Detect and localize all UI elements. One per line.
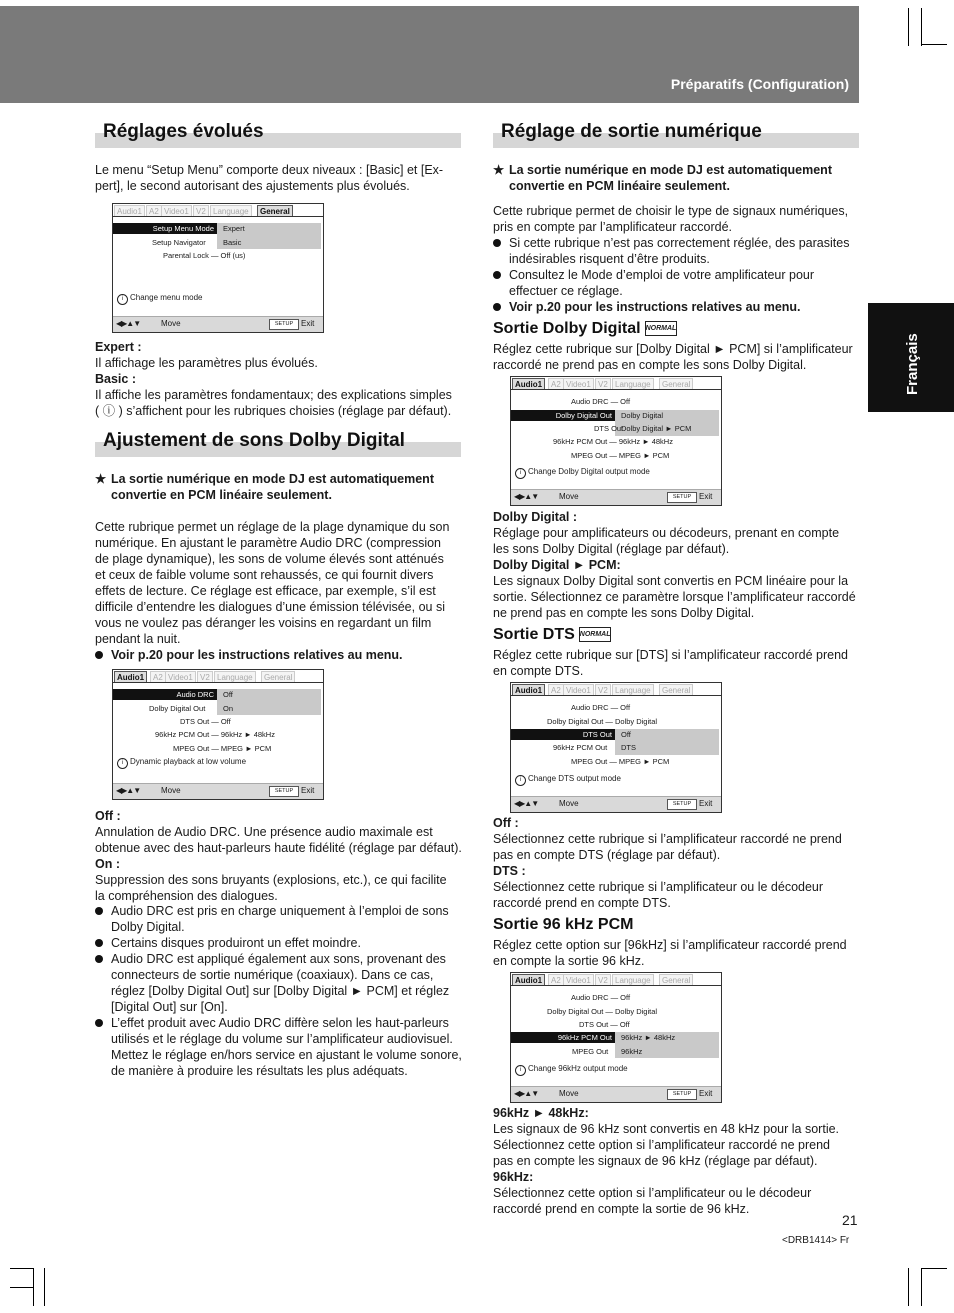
osd-option: Expert	[223, 224, 245, 233]
k96-intro	[493, 937, 859, 969]
text-line: pendant la nuit.	[95, 632, 181, 646]
osd-body	[511, 389, 721, 489]
osd-tab: Audio1	[114, 205, 145, 217]
osd-help	[515, 467, 650, 479]
osd-row: Setup Navigator	[152, 238, 206, 247]
sub-heading-text: Sortie Dolby Digital	[493, 320, 641, 337]
osd-tab: Video1	[563, 974, 594, 986]
osd-exit: Exit	[301, 319, 315, 328]
term-label: On :	[95, 857, 120, 871]
osd-help	[117, 293, 203, 305]
bullet-icon	[493, 303, 501, 311]
info-icon: i	[515, 468, 526, 479]
text-line: Sélectionnez cette option si l’amplificateur ou le décodeur	[493, 1186, 812, 1200]
text-line: Réglez cette option sur [96kHz] si l’amplificateur raccordé prend	[493, 938, 847, 952]
osd-tab: A2	[146, 205, 162, 217]
term-label: DTS :	[493, 864, 526, 878]
text-line: effectuer ce réglage.	[509, 284, 623, 298]
nav-arrows-icon: ◀▶▲▼	[116, 319, 141, 328]
osd-help-text: Change menu mode	[130, 293, 203, 302]
osd-tab: Language	[210, 205, 252, 217]
text-line: Sélectionnez cette rubrique si l’amplificateur ou le décodeur	[493, 880, 824, 894]
header-title: Préparatifs (Configuration)	[670, 76, 849, 92]
osd-tab-active: Audio1	[512, 974, 545, 986]
osd-move: Move	[559, 799, 579, 808]
osd-option: Basic	[223, 238, 242, 247]
osd-row: DTS Out	[594, 424, 624, 433]
osd-footer	[511, 489, 721, 505]
osd-row-selected: Audio DRC	[113, 689, 217, 700]
normal-badge: NORMAL	[579, 627, 611, 642]
text-line: la compréhension des dialogues.	[95, 889, 278, 903]
text-line: Dolby Digital.	[111, 920, 185, 934]
osd-tab-active: Audio1	[114, 671, 147, 683]
osd-setup-key: SETUP	[667, 799, 697, 810]
text-line: convertie en PCM linéaire seulement.	[111, 488, 332, 502]
term-label: 96kHz ► 48kHz:	[493, 1106, 589, 1120]
text-line: convertie en PCM linéaire seulement.	[509, 179, 730, 193]
osd-footer	[511, 1086, 721, 1102]
text-line: indésirables risquent d’être produits.	[509, 252, 710, 266]
text-line: difficile d’entendre les dialogues d’une émission télévisée, ou si	[95, 600, 445, 614]
osd-option: On	[223, 704, 234, 713]
osd-tab: V2	[595, 378, 611, 390]
bullet-icon	[95, 651, 103, 659]
text-line: Suppression des sons bruyants (explosions, etc.), ce qui facilite	[95, 873, 447, 887]
osd-option: Off	[621, 730, 631, 739]
info-icon: i	[117, 294, 128, 305]
text-line: Cette rubrique permet de choisir le type de signaux numériques,	[493, 204, 849, 218]
text-line: pert], le second autorisant des ajustements plus évolués.	[95, 179, 410, 193]
osd-setup-key: SETUP	[667, 1089, 697, 1100]
text-line: Voir p.20 pour les instructions relatives au menu.	[509, 300, 801, 314]
osd-tab: V2	[595, 684, 611, 696]
text-line: Les signaux Dolby Digital sont convertis en PCM linéaire pour la	[493, 574, 849, 588]
osd-tab-active: Audio1	[512, 378, 545, 390]
osd-exit: Exit	[699, 799, 713, 808]
osd-tab: V2	[595, 974, 611, 986]
text-line: ( ⓘ ) s’affichent pour les rubriques choisies (réglage par défaut).	[95, 404, 452, 418]
text-line: utilisés et le réglage du volume sur l’amplificateur audiovisuel.	[111, 1032, 453, 1046]
osd-option: Dolby Digital	[621, 411, 664, 420]
osd-move: Move	[559, 492, 579, 501]
term-label: Dolby Digital ► PCM:	[493, 558, 621, 572]
osd-row: DTS Out — Off	[579, 1020, 630, 1029]
bullet-icon	[95, 1019, 103, 1027]
section-heading	[95, 121, 461, 148]
text-line: Sélectionnez cette rubrique si l’amplificateur raccordé ne prend	[493, 832, 842, 846]
osd-tab-active: Audio1	[512, 684, 545, 696]
text-line: connecteurs de sortie numérique (coaxiaux). Dans ce cas,	[111, 968, 434, 982]
osd-setup-key: SETUP	[667, 492, 697, 503]
text-line: pas en compte les signaux de 96 kHz (réglage par défaut).	[493, 1154, 818, 1168]
text-line: Annulation de Audio DRC. Une présence audio maximale est	[95, 825, 433, 839]
text-line: Sélectionnez cette option si l’amplificateur raccordé ne prend	[493, 1138, 830, 1152]
bullet-item	[493, 267, 859, 299]
osd-tab: General	[261, 671, 295, 683]
osd-help	[117, 757, 246, 769]
osd-tab: A2	[548, 974, 564, 986]
osd-tab: General	[659, 684, 693, 696]
text-line: Réglez cette rubrique sur [Dolby Digital ► PCM] si l’amplificateur	[493, 342, 853, 356]
text-line: La sortie numérique en mode DJ est automatiquement	[111, 472, 434, 486]
nav-arrows-icon: ◀▶▲▼	[514, 492, 539, 501]
osd-row: Dolby Digital Out — Dolby Digital	[547, 717, 658, 726]
dts-definitions	[493, 815, 859, 911]
star-note	[493, 162, 859, 194]
section-heading	[493, 121, 859, 148]
osd-help-text: Change DTS output mode	[528, 774, 621, 783]
osd-row: 96kHz PCM Out — 96kHz ► 48kHz	[155, 730, 275, 739]
osd-row: MPEG Out	[572, 1047, 609, 1056]
osd-row-selected: Dolby Digital Out	[511, 410, 615, 421]
osd-screen-setup-menu	[112, 203, 324, 333]
text-line: pas en compte DTS (réglage par défaut).	[493, 848, 721, 862]
term-label: Basic :	[95, 372, 136, 386]
osd-body	[511, 695, 721, 796]
osd-tabs	[511, 683, 721, 695]
text-line: Consultez le Mode d’emploi de votre amplificateur pour	[509, 268, 815, 282]
bullet-item	[95, 935, 461, 951]
osd-footer	[113, 316, 323, 332]
osd-exit: Exit	[301, 786, 315, 795]
bullet-item	[95, 647, 461, 663]
sub-heading-text: Sortie 96 kHz PCM	[493, 916, 634, 933]
osd-help-text: Change 96kHz output mode	[528, 1064, 628, 1073]
osd-body	[511, 985, 721, 1086]
osd-tab: V2	[197, 671, 213, 683]
sub-heading	[493, 320, 677, 338]
osd-row: Dolby Digital Out	[149, 704, 206, 713]
star-icon: ★	[493, 163, 505, 177]
osd-tab: General	[659, 378, 693, 390]
osd-move: Move	[559, 1089, 579, 1098]
star-icon: ★	[95, 472, 107, 486]
text-line: Les signaux de 96 kHz sont convertis en 48 kHz pour la sortie.	[493, 1122, 840, 1136]
bullet-icon	[493, 271, 501, 279]
text-line: obtenue avec des haut-parleurs haute fidélité (réglage par défaut).	[95, 841, 462, 855]
osd-row: Parental Lock — Off (us)	[163, 251, 246, 260]
text-line: et ceux de faible volume sont rehaussés, ce qui fournit divers	[95, 568, 434, 582]
text-line: ne prend pas en compte les sons Dolby Digital.	[493, 606, 755, 620]
osd-row-selected: DTS Out	[511, 729, 615, 740]
bullet-item	[493, 235, 859, 267]
osd-row: Audio DRC — Off	[571, 397, 631, 406]
section-heading	[95, 430, 461, 457]
text-line: sortie. Sélectionnez ce paramètre lorsque l’amplificateur raccordé	[493, 590, 856, 604]
term-label: Expert :	[95, 340, 142, 354]
bullet-item	[95, 951, 461, 1015]
osd-tabs	[113, 204, 323, 216]
info-icon: i	[117, 758, 128, 769]
s1-intro	[95, 162, 461, 194]
language-tab	[868, 303, 954, 412]
osd-tab: Video1	[563, 684, 594, 696]
osd-option: 96kHz ► 48kHz	[621, 1033, 676, 1042]
osd-row: Dolby Digital Out — Dolby Digital	[547, 1007, 658, 1016]
osd-tab: Video1	[161, 205, 192, 217]
section-heading-text: Ajustement de sons Dolby Digital	[103, 430, 405, 451]
document-code: <DRB1414> Fr	[782, 1235, 850, 1246]
text-line: de plage dynamique), les sons de volume élevés sont atténués	[95, 552, 444, 566]
text-line: Il affichage les paramètres plus évolués.	[95, 356, 318, 370]
text-line: raccordé prend en compte la sortie de 96 kHz.	[493, 1202, 750, 1216]
osd-row: DTS Out — Off	[180, 717, 231, 726]
text-line: Cette rubrique permet un réglage de la plage dynamique du son	[95, 520, 450, 534]
s1-definitions	[95, 339, 461, 419]
k96-definitions	[493, 1105, 859, 1217]
osd-footer	[113, 783, 323, 799]
osd-tab: Video1	[563, 378, 594, 390]
section-heading-text: Réglages évolués	[103, 121, 264, 142]
language-tab-label: Français	[904, 333, 921, 395]
text-line: [Digital Out] sur [On].	[111, 1000, 228, 1014]
osd-screen-dts	[510, 682, 722, 813]
text-line: pris en compte par l’amplificateur raccordé.	[493, 220, 732, 234]
term-label: 96kHz:	[493, 1170, 534, 1184]
text-line: raccordé ne prend pas en compte les sons Dolby Digital.	[493, 358, 807, 372]
bullet-item	[493, 299, 859, 315]
nav-arrows-icon: ◀▶▲▼	[116, 786, 141, 795]
osd-row: MPEG Out — MPEG ► PCM	[173, 744, 272, 753]
osd-option: Off	[223, 690, 233, 699]
osd-row: 96kHz PCM Out	[553, 743, 608, 752]
osd-option: Dolby Digital ► PCM	[621, 424, 692, 433]
text-line: raccordé prend en compte DTS.	[493, 896, 671, 910]
osd-body	[113, 682, 323, 783]
osd-tab: Language	[612, 974, 654, 986]
text-line: Audio DRC est appliqué également aux sons, provenant des	[111, 952, 446, 966]
osd-tabs	[511, 377, 721, 389]
bullet-icon	[95, 907, 103, 915]
osd-setup-key: SETUP	[269, 786, 299, 797]
text-line: Si cette rubrique n’est pas correctement réglée, des parasites	[509, 236, 850, 250]
osd-tab: V2	[193, 205, 209, 217]
osd-help-text: Dynamic playback at low volume	[130, 757, 247, 766]
osd-help-text: Change Dolby Digital output mode	[528, 467, 650, 476]
term-label: Off :	[95, 809, 121, 823]
sub-heading	[493, 916, 633, 934]
term-label: Off :	[493, 816, 519, 830]
term-label: Dolby Digital :	[493, 510, 578, 524]
osd-tab: Language	[612, 378, 654, 390]
text-line: effets de lecture. Ce réglage est efficace, par exemple, s’il est	[95, 584, 436, 598]
text-line: vous ne voulez pas déranger les voisins en regardant un film	[95, 616, 432, 630]
text-line: Audio DRC est pris en charge uniquement à l’emploi de sons	[111, 904, 449, 918]
text-line: Il affiche les paramètres fondamentaux; des explications simples	[95, 388, 452, 402]
text-line: La sortie numérique en mode DJ est automatiquement	[509, 163, 832, 177]
text-line: Réglez cette rubrique sur [DTS] si l’amplificateur raccordé prend	[493, 648, 849, 662]
dolby-intro	[493, 341, 859, 373]
text-line: les sons Dolby Digital (réglage par défaut).	[493, 542, 730, 556]
bullet-icon	[493, 239, 501, 247]
osd-tab: A2	[548, 684, 564, 696]
osd-tabs	[511, 973, 721, 985]
text-line: en compte DTS.	[493, 664, 584, 678]
text-line: réglez [Dolby Digital Out] sur [Dolby Digital ► PCM] et réglez	[111, 984, 450, 998]
nav-arrows-icon: ◀▶▲▼	[514, 1089, 539, 1098]
sub-heading-text: Sortie DTS	[493, 626, 575, 643]
s2-definitions	[95, 808, 461, 904]
osd-exit: Exit	[699, 492, 713, 501]
osd-tabs	[113, 670, 323, 682]
text-line: Réglage pour amplificateurs ou décodeurs, prenant en compte	[493, 526, 840, 540]
nav-arrows-icon: ◀▶▲▼	[514, 799, 539, 808]
text-line: L’effet produit avec Audio DRC diffère selon les haut-parleurs	[111, 1016, 449, 1030]
bullet-item	[95, 903, 461, 935]
osd-move: Move	[161, 786, 181, 795]
info-icon: i	[515, 775, 526, 786]
osd-tab: Language	[214, 671, 256, 683]
osd-option: DTS	[621, 743, 636, 752]
osd-tab: Video1	[165, 671, 196, 683]
osd-row: MPEG Out — MPEG ► PCM	[571, 757, 670, 766]
page-number: 21	[842, 1212, 858, 1228]
osd-tab: General	[659, 974, 693, 986]
osd-screen-audio-drc	[112, 669, 324, 800]
text-line: Mettez le réglage en/hors service en ajustant le volume sonore,	[111, 1048, 462, 1062]
text-line: Le menu “Setup Menu” comporte deux niveaux : [Basic] et [Ex-	[95, 163, 444, 177]
osd-row: Audio DRC — Off	[571, 703, 631, 712]
osd-row-selected: Setup Menu Mode	[113, 223, 217, 234]
osd-body	[113, 216, 323, 316]
osd-screen-96khz	[510, 972, 722, 1103]
osd-help	[515, 1064, 628, 1076]
r-paragraph	[493, 203, 859, 235]
osd-option: 96kHz	[621, 1047, 643, 1056]
sub-heading	[493, 626, 611, 644]
osd-move: Move	[161, 319, 181, 328]
dolby-definitions	[493, 509, 859, 621]
osd-help	[515, 774, 621, 786]
osd-tab: Language	[612, 684, 654, 696]
osd-tab: A2	[548, 378, 564, 390]
normal-badge: NORMAL	[645, 321, 677, 336]
osd-screen-dolby-digital	[510, 376, 722, 506]
info-icon: i	[515, 1065, 526, 1076]
text-line: numérique. En ajustant le paramètre Audio DRC (compression	[95, 536, 442, 550]
text-line: de manière à produire les résultats les plus adéquats.	[111, 1064, 408, 1078]
osd-footer	[511, 796, 721, 812]
osd-row: 96kHz PCM Out — 96kHz ► 48kHz	[553, 437, 673, 446]
section-heading-text: Réglage de sortie numérique	[501, 121, 762, 142]
bullet-icon	[95, 955, 103, 963]
osd-exit: Exit	[699, 1089, 713, 1098]
bullet-icon	[95, 939, 103, 947]
dts-intro	[493, 647, 859, 679]
header-band	[0, 6, 859, 103]
star-note	[95, 471, 461, 503]
osd-tab-active: General	[257, 205, 293, 217]
osd-row: MPEG Out — MPEG ► PCM	[571, 451, 670, 460]
text-line: Certains disques produiront un effet moindre.	[111, 936, 361, 950]
osd-tab: A2	[150, 671, 166, 683]
bullet-item	[95, 1015, 461, 1079]
osd-row-selected: 96kHz PCM Out	[511, 1032, 615, 1043]
text-line: en compte la sortie 96 kHz.	[493, 954, 645, 968]
osd-row: Audio DRC — Off	[571, 993, 631, 1002]
s2-paragraph	[95, 519, 461, 647]
osd-setup-key: SETUP	[269, 319, 299, 330]
text-line: Voir p.20 pour les instructions relatives au menu.	[111, 648, 403, 662]
